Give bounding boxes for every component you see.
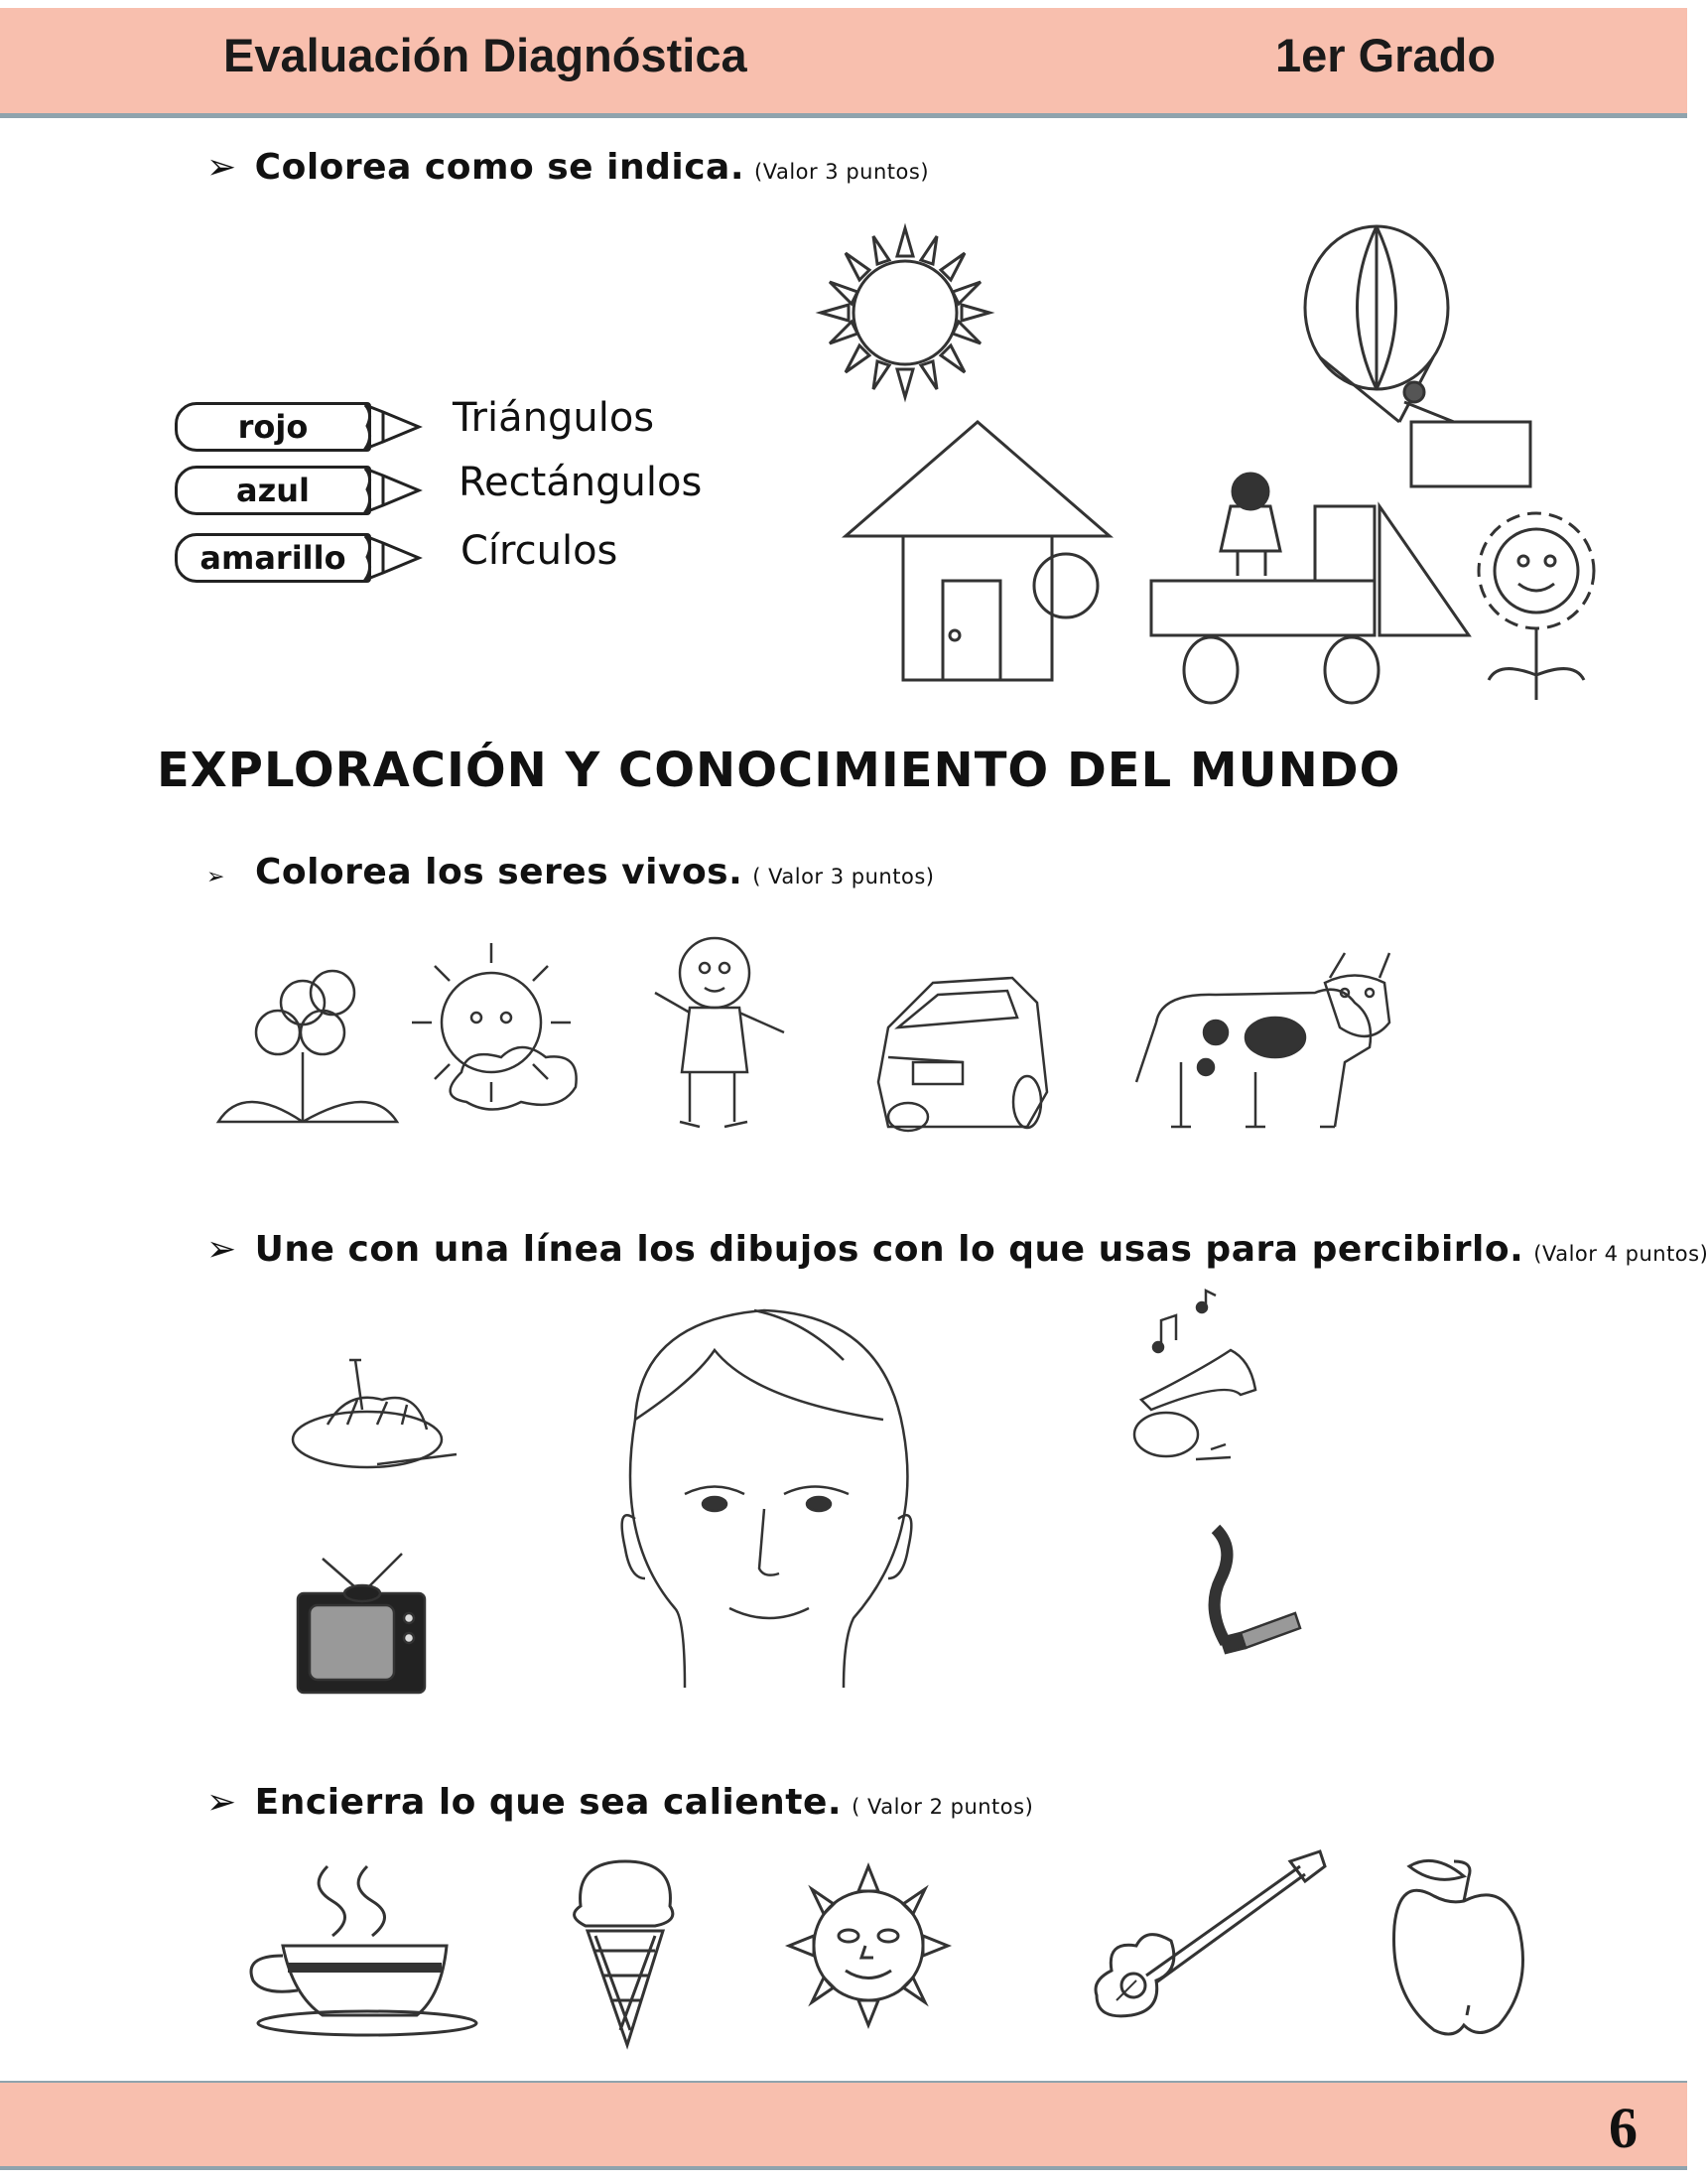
exercise-1-instruction xyxy=(206,147,929,188)
sun-face-icon xyxy=(789,1866,948,2025)
senses-matching-illustration xyxy=(288,1291,1380,1707)
pencil-label: rojo xyxy=(175,402,371,452)
ice-cream-cone-icon xyxy=(575,1861,673,2045)
instruction-text: Colorea como se indica. xyxy=(254,147,745,188)
cow-icon xyxy=(1136,953,1389,1127)
car-icon xyxy=(878,978,1047,1131)
shape-label-rectangles: Rectángulos xyxy=(459,460,703,505)
instruction-text: Colorea los seres vivos. xyxy=(254,852,743,892)
arrow-bullet-icon: ➢ xyxy=(206,1782,237,1823)
guitar-icon xyxy=(1096,1851,1325,2016)
arrow-bullet-icon: ➢ xyxy=(206,865,225,889)
coloring-scene-illustration xyxy=(794,208,1618,705)
flower-icon xyxy=(218,971,397,1122)
grade-label: 1er Grado xyxy=(1275,29,1497,81)
page-title: Evaluación Diagnóstica xyxy=(223,29,747,81)
house-roof xyxy=(846,422,1110,536)
apple-icon xyxy=(1394,1860,1523,2034)
sun-drawing xyxy=(854,261,957,364)
hot-cup-icon xyxy=(251,1866,476,2035)
value-label: ( Valor 3 puntos) xyxy=(752,865,935,888)
food-plate-icon xyxy=(293,1360,457,1467)
living-things-row xyxy=(203,923,1454,1161)
sun-rays-icon xyxy=(821,228,989,397)
pencil-label: azul xyxy=(175,466,371,515)
arrow-bullet-icon: ➢ xyxy=(206,1229,237,1270)
arrow-bullet-icon: ➢ xyxy=(206,147,237,188)
truck-body xyxy=(1151,581,1375,635)
footer-band xyxy=(0,2081,1687,2170)
value-label: (Valor 4 puntos) xyxy=(1533,1242,1708,1266)
shape-label-circles: Círculos xyxy=(460,528,618,574)
page-number: 6 xyxy=(1609,2096,1638,2160)
value-label: (Valor 3 puntos) xyxy=(754,160,930,184)
exercise-4-instruction xyxy=(206,1782,1033,1823)
pencil-yellow xyxy=(175,533,423,583)
pencil-label: amarillo xyxy=(175,533,371,583)
flower-drawing xyxy=(1495,529,1578,613)
trumpet-icon xyxy=(1134,1291,1255,1459)
exercise-3-instruction xyxy=(206,1229,1708,1270)
sun-cloud-icon xyxy=(412,943,577,1110)
boy-icon xyxy=(655,938,784,1127)
hot-things-row xyxy=(238,1846,1568,2065)
television-icon xyxy=(298,1554,425,1693)
cigarette-smoke-icon xyxy=(1215,1529,1300,1653)
instruction-text: Une con una línea los dibujos con lo que usas para percibirlo. xyxy=(254,1229,1524,1270)
pencil-red xyxy=(175,402,423,452)
pencil-blue xyxy=(175,466,423,515)
human-face-icon xyxy=(622,1310,912,1688)
shape-label-triangles: Triángulos xyxy=(453,395,655,441)
section-title: EXPLORACIÓN Y CONOCIMIENTO DEL MUNDO xyxy=(157,743,1401,798)
instruction-text: Encierra lo que sea caliente. xyxy=(254,1782,843,1823)
exercise-2-instruction xyxy=(206,852,934,892)
value-label: ( Valor 2 puntos) xyxy=(852,1795,1034,1819)
